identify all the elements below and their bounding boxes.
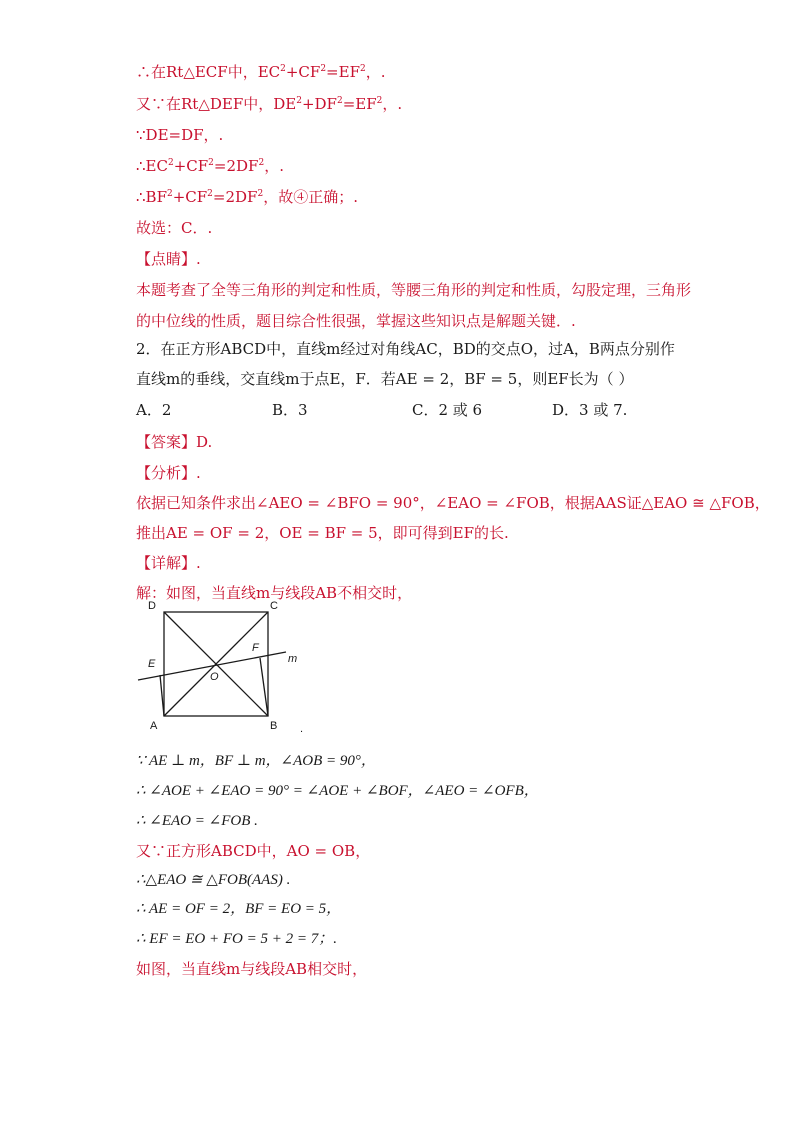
solution-step-4: 又∵正方形ABCD中，AO = OB， bbox=[136, 842, 371, 860]
option-d: D．3 或 7. bbox=[552, 401, 628, 419]
proof-line-3: ∵DE=DF，. bbox=[136, 126, 224, 144]
options-row bbox=[0, 399, 800, 421]
superscript: 2 bbox=[320, 64, 327, 74]
solution-step-6: ∴ AE = OF = 2，BF = EO = 5， bbox=[136, 901, 342, 917]
text: ，. bbox=[382, 95, 403, 113]
superscript: 2 bbox=[280, 64, 286, 74]
superscript: 2 bbox=[376, 96, 383, 106]
text: =2DF bbox=[213, 157, 259, 175]
dianjing-heading: 【点睛】. bbox=[136, 250, 201, 268]
label-c: C bbox=[270, 600, 278, 612]
label-e: E bbox=[148, 658, 156, 670]
label-a: A bbox=[150, 720, 158, 732]
superscript: 2 bbox=[258, 158, 265, 168]
solution-step-7: ∴ EF = EO + FO = 5 + 2 = 7；. bbox=[136, 931, 337, 947]
label-b: B bbox=[270, 720, 278, 732]
solution-step-3: ∴ ∠EAO = ∠FOB . bbox=[136, 813, 258, 829]
proof-line-2 bbox=[136, 93, 402, 115]
label-d: D bbox=[148, 600, 156, 612]
label-m: m bbox=[288, 653, 298, 665]
text: ∴EC bbox=[136, 157, 168, 175]
text: =2DF bbox=[212, 188, 258, 206]
answer-line: 【答案】D. bbox=[136, 433, 213, 451]
text: ∴BF bbox=[136, 188, 167, 206]
text: ，. bbox=[365, 63, 386, 81]
proof-line-4 bbox=[136, 155, 284, 177]
choice-line: 故选：C．. bbox=[136, 219, 213, 237]
dianjing-text-1: 本题考查了全等三角形的判定和性质，等腰三角形的判定和性质，勾股定理，三角形 bbox=[136, 281, 692, 299]
text: ∴在Rt△ECF中，EC bbox=[136, 63, 281, 81]
trailing-dot: . bbox=[300, 723, 304, 735]
proof-line-1 bbox=[136, 61, 386, 83]
proof-line-5 bbox=[136, 186, 358, 208]
text: =EF bbox=[326, 63, 360, 81]
superscript: 2 bbox=[166, 189, 173, 199]
text: +DF bbox=[301, 95, 337, 113]
text: 又∵在Rt△DEF中，DE bbox=[136, 95, 297, 113]
analysis-text-2: 推出AE = OF = 2，OE = BF = 5，即可得到EF的长. bbox=[136, 524, 509, 542]
option-c: C．2 或 6 bbox=[412, 401, 483, 419]
analysis-heading: 【分析】. bbox=[136, 464, 201, 482]
text: +CF bbox=[172, 188, 208, 206]
square-geometry-figure bbox=[136, 592, 316, 742]
text: +CF bbox=[285, 63, 321, 81]
superscript: 2 bbox=[207, 189, 213, 199]
solution-step-2: ∴ ∠AOE + ∠EAO = 90° = ∠AOE + ∠BOF，∠AEO = ∠OFB， bbox=[136, 783, 539, 799]
superscript: 2 bbox=[167, 158, 174, 168]
perpendicular-bf bbox=[260, 658, 268, 716]
superscript: 2 bbox=[208, 158, 214, 168]
superscript: 2 bbox=[296, 96, 302, 106]
label-o: O bbox=[210, 671, 219, 683]
detail-heading: 【详解】. bbox=[136, 554, 201, 572]
text: ，故④正确；. bbox=[263, 188, 358, 206]
solution-step-8: 如图，当直线m与线段AB相交时， bbox=[136, 960, 368, 978]
text: +CF bbox=[173, 157, 209, 175]
detail-text-1: 解：如图，当直线m与线段AB不相交时， bbox=[136, 584, 413, 602]
text: =EF bbox=[342, 95, 377, 113]
solution-step-1: ∵ AE ⊥ m，BF ⊥ m，∠AOB = 90°， bbox=[136, 753, 376, 769]
superscript: 2 bbox=[257, 189, 264, 199]
solution-step-5: ∴△EAO ≅ △FOB(AAS) . bbox=[136, 872, 291, 888]
superscript: 2 bbox=[359, 64, 366, 74]
question-2-line-1: 2．在正方形ABCD中，直线m经过对角线AC，BD的交点O，过A，B两点分别作 bbox=[136, 340, 675, 358]
question-2-line-2: 直线m的垂线，交直线m于点E，F．若AE = 2，BF = 5，则EF长为（ ） bbox=[136, 370, 634, 388]
option-a: A．2 bbox=[136, 401, 172, 419]
text: ，. bbox=[264, 157, 284, 175]
label-f: F bbox=[252, 642, 259, 654]
superscript: 2 bbox=[336, 96, 343, 106]
analysis-text-1: 依据已知条件求出∠AEO = ∠BFO = 90°，∠EAO = ∠FOB，根据AAS证△EAO ≅ △FOB， bbox=[136, 494, 770, 512]
dianjing-text-2: 的中位线的性质，题目综合性很强，掌握这些知识点是解题关键．. bbox=[136, 312, 576, 330]
option-b: B．3 bbox=[272, 401, 308, 419]
